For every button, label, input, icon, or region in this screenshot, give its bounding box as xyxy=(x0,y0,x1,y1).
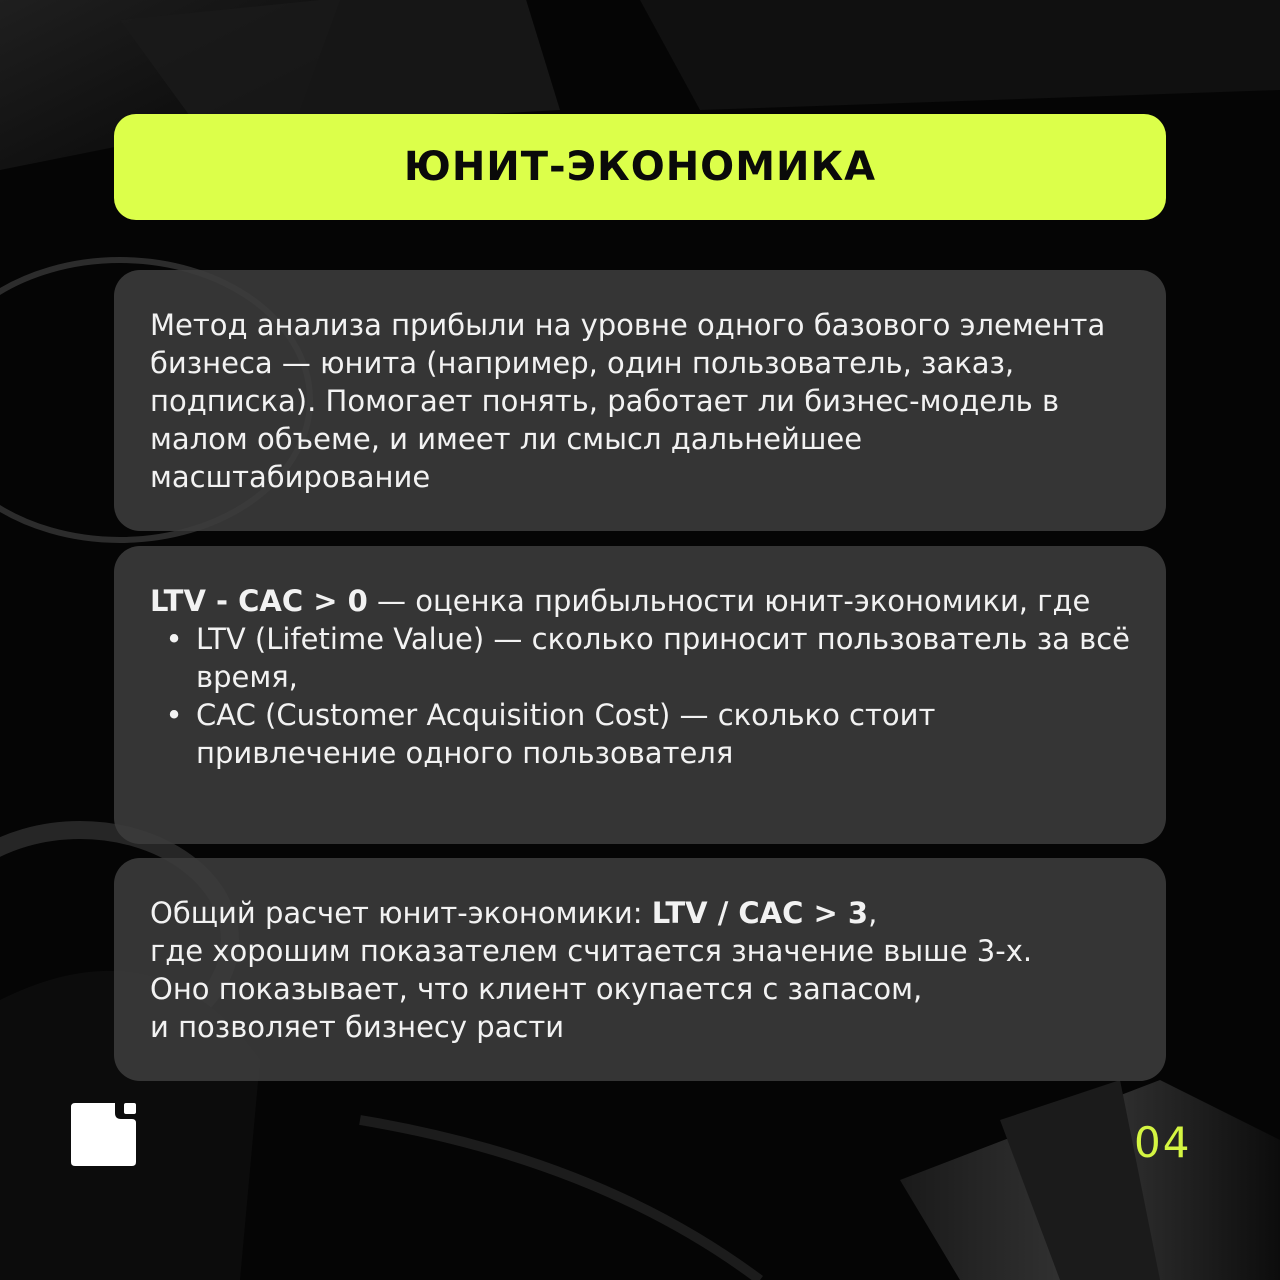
bullet-icon: • xyxy=(165,698,183,732)
ratio-suffix: , xyxy=(868,896,878,930)
formula-ltv-minus-cac: LTV - CAC > 0 xyxy=(150,584,368,618)
list-item-text: CAC (Customer Acquisition Cost) — сколько стоит привлечение одного пользователя xyxy=(196,698,936,770)
profitability-formula-card xyxy=(114,546,1166,844)
page-title: ЮНИТ-ЭКОНОМИКА xyxy=(403,144,877,190)
formula-intro xyxy=(150,582,1130,620)
ratio-prefix: Общий расчет юнит-экономики: xyxy=(150,896,652,930)
ratio-line-2: где хорошим показателем считается значение выше 3-х. xyxy=(150,934,1033,968)
definition-card xyxy=(114,270,1166,531)
list-item-ltv xyxy=(150,620,1130,696)
formula-ltv-over-cac: LTV / CAC > 3 xyxy=(651,896,869,930)
ratio-line-3: Оно показывает, что клиент окупается с запасом, xyxy=(150,972,923,1006)
brand-logo-icon xyxy=(71,1103,136,1166)
ratio-line-4: и позволяет бизнесу расти xyxy=(150,1010,565,1044)
page-number: 04 xyxy=(1134,1118,1192,1167)
formula-description: — оценка прибыльности юнит-экономики, где xyxy=(367,584,1091,618)
ratio-line-1 xyxy=(150,894,1130,932)
bullet-icon: • xyxy=(165,622,183,656)
list-item-cac xyxy=(150,696,1130,772)
ratio-formula-card xyxy=(114,858,1166,1081)
title-banner xyxy=(114,114,1166,220)
definitions-list xyxy=(150,620,1130,772)
list-item-text: LTV (Lifetime Value) — сколько приносит пользователь за всё время, xyxy=(196,622,1130,694)
definition-text: Метод анализа прибыли на уровне одного базового элемента бизнеса — юнита (например, один пользователь, заказ, подписка). Помогает понять, работает ли бизнес-модель в малом объеме, и имеет ли смысл дальнейшее масштабирование xyxy=(150,308,1106,494)
